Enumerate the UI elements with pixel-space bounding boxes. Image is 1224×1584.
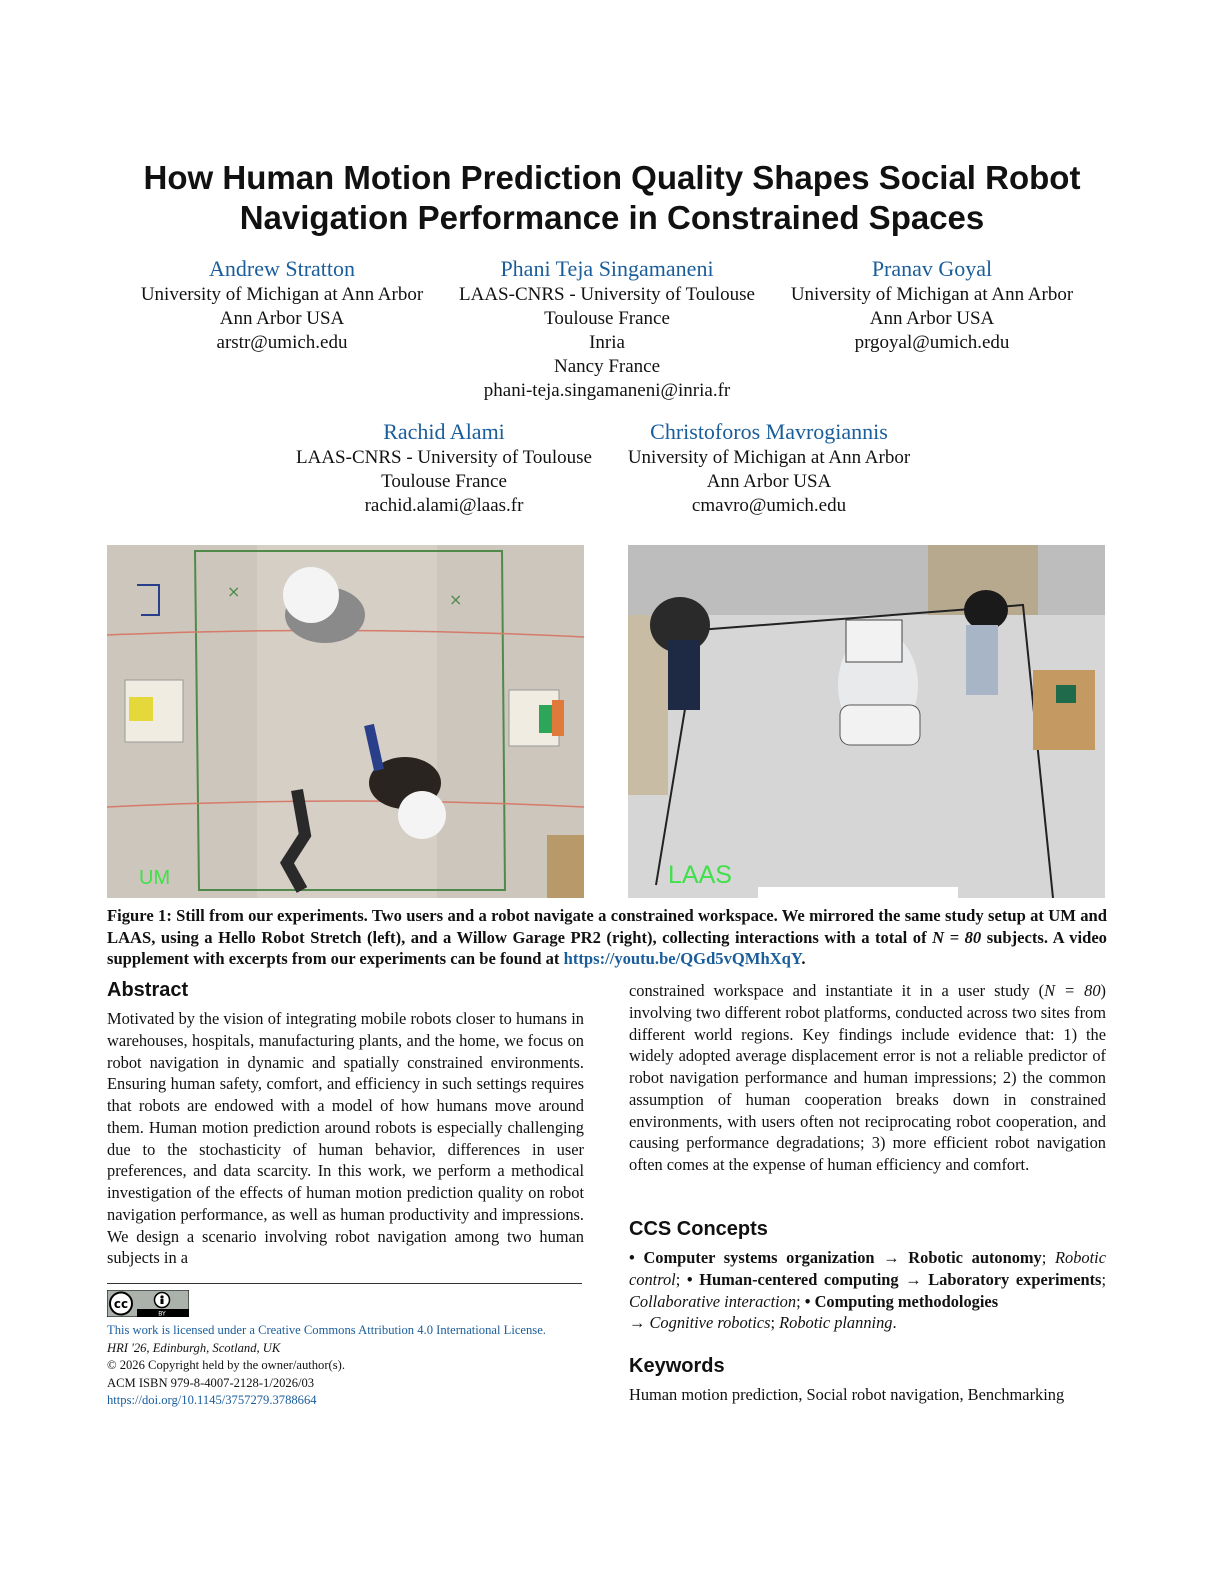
author-affiliation: University of Michigan at Ann Arbor [790, 284, 1074, 305]
author-email: arstr@umich.edu [216, 332, 348, 353]
venue-text: HRI '26, Edinburgh, Scotland, UK [107, 1340, 281, 1355]
author-location: Toulouse France [381, 471, 507, 492]
author-name[interactable]: Christoforos Mavrogiannis [650, 419, 888, 444]
author-affiliation: Inria [589, 332, 625, 353]
copyright-text: © 2026 Copyright held by the owner/author(s). [107, 1358, 345, 1372]
author-affiliation: University of Michigan at Ann Arbor [140, 284, 424, 305]
author-email: phani-teja.singamaneni@inria.fr [483, 380, 731, 401]
abstract-text: Motivated by the vision of integrating mobile robots closer to humans in warehouses, hospitals, manufacturing plants, and the home, we focus on robot navigation in dynamic and spatially constrained environments. Ensuring human safety, comfort, and efficiency in such settings requires that robots are endowed with a model of how humans move around them. Human motion prediction around robots is especially challenging due to the stochasticity of human behavior, differences in user preferences, and data scarcity. In this work, we perform a methodical investigation of the effects of human motion prediction quality on robot navigation performance, as well as human productivity and impressions. We design a scenario involving robot navigation among two human subjects in a [107, 1009, 584, 1268]
footnote-rule [107, 1283, 582, 1284]
author-block [112, 255, 452, 355]
figure-caption: Figure 1: Still from our experiments. Two users and a robot navigate a constrained workspace. We mirrored the same study setup at UM and LAAS, using a Hello Robot Stretch (left), and a Willow Garage PR2 (right), collecting interactions with a total of N = 80 subjects. A video supplement with excerpts from our experiments can be found at https://youtu.be/QGd5vQMhXqY. [107, 906, 1108, 968]
ccs-heading: CCS Concepts [629, 1218, 768, 1240]
author-name[interactable]: Phani Teja Singamaneni [500, 256, 714, 281]
figure-photo-um [107, 545, 584, 898]
author-affiliation: LAAS-CNRS - University of Toulouse [459, 284, 755, 305]
author-location: Ann Arbor USA [219, 308, 345, 329]
abstract-section [107, 978, 584, 1269]
abstract-continued [629, 980, 1106, 1176]
svg-text:BY: BY [158, 1310, 166, 1317]
author-name[interactable]: Andrew Stratton [208, 256, 356, 281]
abstract-text-cont: constrained workspace and instantiate it in a user study (N = 80) involving two different robot platforms, conducted across two sites from different world regions. Key findings include evidence that: 1) the widely adopted average displacement error is not a reliable predictor of robot navigation performance and human impressions; 2) the common assumption of human cooperation breaks down in constrained environments, with users often not reciprocating robot cooperation, and causing performance degradations; 3) more efficient robot navigation often comes at the expense of human efficiency and comfort. [629, 981, 1106, 1174]
author-email: cmavro@umich.edu [691, 495, 847, 516]
author-block [437, 255, 777, 403]
author-block [762, 255, 1102, 355]
paper-title: How Human Motion Prediction Quality Shapes Social Robot Navigation Performance in Constrained Spaces [143, 159, 1081, 236]
cc-by-license-icon[interactable] [107, 1290, 189, 1317]
isbn-text: ACM ISBN 979-8-4007-2128-1/2026/03 [107, 1375, 315, 1390]
keywords-heading: Keywords [629, 1355, 725, 1377]
ccs-concepts: • Computer systems organization → Robotic autonomy; Robotic control; • Human-centered computing → Laboratory experiments; Collaborative interaction; • Computing methodologies → Cognitive robotics; Robotic planning. [629, 1248, 1107, 1333]
keywords-text: Human motion prediction, Social robot navigation, Benchmarking [629, 1385, 1065, 1404]
author-location: Nancy France [553, 356, 661, 377]
author-name[interactable]: Pranav Goyal [871, 256, 993, 281]
author-email: rachid.alami@laas.fr [364, 495, 524, 516]
abstract-heading: Abstract [107, 979, 189, 1001]
svg-text:cc: cc [113, 1297, 129, 1311]
figure-photo-laas [628, 545, 1105, 898]
license-footnote [107, 1322, 607, 1410]
photo-label-laas: LAAS [668, 861, 732, 889]
author-email: prgoyal@umich.edu [854, 332, 1010, 353]
doi-link[interactable]: https://doi.org/10.1145/3757279.3788664 [107, 1393, 317, 1407]
author-location: Ann Arbor USA [706, 471, 832, 492]
svg-text:×: × [449, 590, 463, 609]
author-block [599, 418, 939, 518]
author-location: Ann Arbor USA [869, 308, 995, 329]
author-affiliation: University of Michigan at Ann Arbor [627, 447, 911, 468]
author-affiliation: LAAS-CNRS - University of Toulouse [296, 447, 592, 468]
author-name[interactable]: Rachid Alami [383, 419, 505, 444]
video-link[interactable]: https://youtu.be/QGd5vQMhXqY [563, 949, 802, 968]
author-location: Toulouse France [544, 308, 670, 329]
author-block [274, 418, 614, 518]
svg-text:×: × [227, 582, 241, 601]
license-link[interactable]: This work is licensed under a Creative Commons Attribution 4.0 International License. [107, 1323, 546, 1337]
photo-label-um: UM [139, 867, 171, 889]
